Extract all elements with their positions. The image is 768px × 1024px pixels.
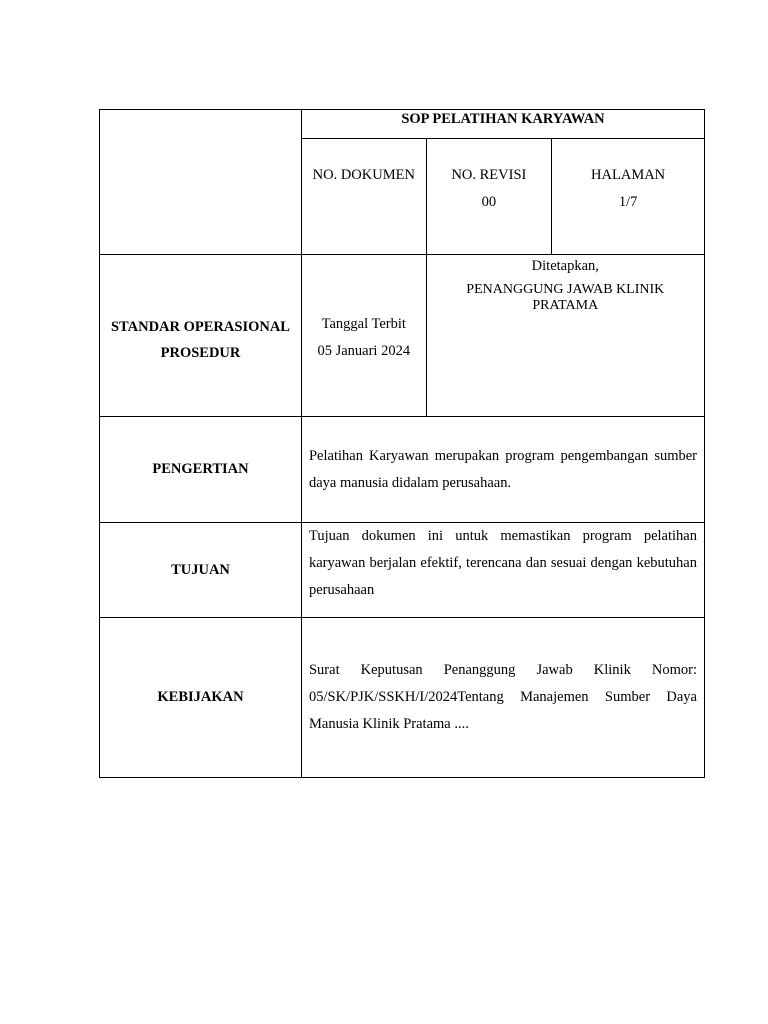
- halaman-value: 1/7: [618, 194, 638, 210]
- no-dokumen-cell: [301, 139, 426, 255]
- tanggal-terbit-cell: [301, 255, 426, 417]
- tanggal-terbit-label: Tanggal Terbit: [321, 315, 406, 332]
- no-dokumen-label: NO. DOKUMEN: [312, 167, 415, 183]
- no-revisi-value: 00: [481, 194, 497, 210]
- ditetapkan-label: Ditetapkan,: [531, 258, 599, 274]
- tanggal-terbit-value: 05 Januari 2024: [317, 342, 411, 359]
- no-revisi-cell: [426, 139, 552, 255]
- sop-label-line1: STANDAR OPERASIONAL: [110, 318, 290, 335]
- document-title: SOP PELATIHAN KARYAWAN: [301, 110, 704, 139]
- pengertian-label: PENGERTIAN: [100, 417, 302, 523]
- tujuan-text: Tujuan dokumen ini untuk memastikan program pelatihan karyawan berjalan efektif, terencana dan sesuai dengan kebutuhan perusahaan: [301, 523, 704, 618]
- pengertian-text: Pelatihan Karyawan merupakan program pengembangan sumber daya manusia didalam perusahaan.: [301, 417, 704, 523]
- penanggung-jawab: PENANGGUNG JAWAB KLINIK PRATAMA: [466, 282, 665, 313]
- sop-document-table: [99, 109, 705, 778]
- kebijakan-text: Surat Keputusan Penanggung Jawab Klinik Nomor: 05/SK/PJK/SSKH/I/2024Tentang Manajemen Sumber Daya Manusia Klinik Pratama ....: [301, 618, 704, 778]
- tujuan-label: TUJUAN: [100, 523, 302, 618]
- no-revisi-label: NO. REVISI: [451, 167, 527, 183]
- sop-label-line2: PROSEDUR: [160, 344, 241, 361]
- sop-label-cell: [100, 255, 302, 417]
- ditetapkan-cell: [426, 255, 704, 417]
- halaman-cell: [552, 139, 705, 255]
- logo-cell: [100, 110, 302, 255]
- kebijakan-label: KEBIJAKAN: [100, 618, 302, 778]
- halaman-label: HALAMAN: [591, 167, 666, 183]
